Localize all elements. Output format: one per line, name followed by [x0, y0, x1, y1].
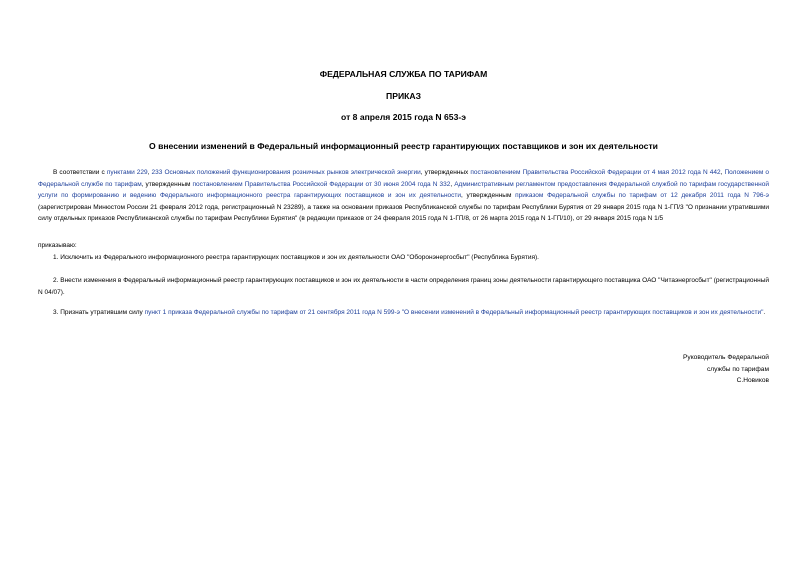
link-order-796e[interactable]: приказом Федеральной службы по тарифам от 12 декабря 2011 года N 796-э: [515, 192, 769, 200]
doc-type-heading: ПРИКАЗ: [386, 91, 421, 101]
doc-date-number: от 8 апреля 2015 года N 653-э: [341, 112, 466, 122]
order-item-3: [38, 307, 769, 319]
link-admin-regulation[interactable]: Административным регламентом предоставления Федеральной службой по тарифам государственной услуги по формированию и ведению Федерального информационного реестра гарантирующих поставщиков и зон их деятельности: [38, 180, 769, 200]
link-resolution-442[interactable]: постановлением Правительства Российской Федерации от 4 мая 2012 года N 442: [470, 169, 721, 176]
preamble-text: ,: [147, 169, 152, 176]
signature-position: Руководитель Федеральной: [683, 354, 769, 361]
signature-block: [683, 352, 769, 387]
preamble-text: ,: [720, 169, 725, 176]
preamble-paragraph: [38, 167, 769, 225]
order-item-2: 2. Внести изменения в Федеральный информационный реестр гарантирующих поставщиков и зон их деятельности в части определения границ зоны деятельности гарантирующего поставщика ОАО "Читаэнергосбыт" (регистрационный N 04/07).: [38, 277, 769, 296]
order-item-3-text: .: [763, 309, 766, 316]
preamble-text: , утвержденным: [141, 180, 193, 188]
order-item-3-text: 3. Признать утратившим силу: [53, 309, 145, 316]
doc-title: О внесении изменений в Федеральный информационный реестр гарантирующих поставщиков и зон их деятельности: [149, 141, 658, 151]
preamble-text: (зарегистрирован Минюстом России 21 февраля 2012 года, регистрационный N 23289), а также на основании приказов Республиканской службы по тарифам Республики Бурятия от 29 января 2015 года N 1-ГП/3 "О признании утратившими силу отдельных приказов Республиканской службы по тарифам Республики Бурятия" (в редакции приказов от 24 февраля 2015 года N 1-ГП/8, от 26 марта 2015 года N 1-ГП/10), от 29 января 2015 года N 1/5: [38, 203, 769, 223]
preamble: [38, 167, 769, 225]
order-item-3-paragraph: [38, 307, 769, 319]
link-fst-regulation[interactable]: Положением о Федеральной службе по тарифам: [38, 169, 770, 188]
order-item-1: 1. Исключить из Федерального информационного реестра гарантирующих поставщиков и зон их деятельности ОАО "Оборонэнергосбыт" (Республика Бурятия).: [53, 254, 539, 261]
link-points-229[interactable]: пунктами 229: [106, 169, 148, 176]
preamble-text: ,: [450, 180, 455, 188]
agency-heading: ФЕДЕРАЛЬНАЯ СЛУЖБА ПО ТАРИФАМ: [319, 69, 488, 79]
link-resolution-332[interactable]: постановлением Правительства Российской Федерации от 30 июня 2004 года N 332: [192, 180, 451, 188]
signature-name: С.Новиков: [736, 377, 769, 384]
link-basic-provisions[interactable]: 233 Основных положений функционирования розничных рынков электрической энергии: [151, 169, 421, 176]
preamble-text: В соответствии с: [53, 169, 107, 176]
preamble-text: , утвержденным: [461, 192, 516, 200]
signature-agency: службы по тарифам: [706, 365, 769, 373]
orders-word: приказываю:: [38, 242, 77, 249]
preamble-text: , утвержденных: [420, 169, 471, 176]
link-order-599e[interactable]: пункт 1 приказа Федеральной службы по тарифам от 21 сентября 2011 года N 599-э "О внесении изменений в Федеральный информационный реестр гарантирующих поставщиков и зон их деятельности": [144, 309, 764, 316]
